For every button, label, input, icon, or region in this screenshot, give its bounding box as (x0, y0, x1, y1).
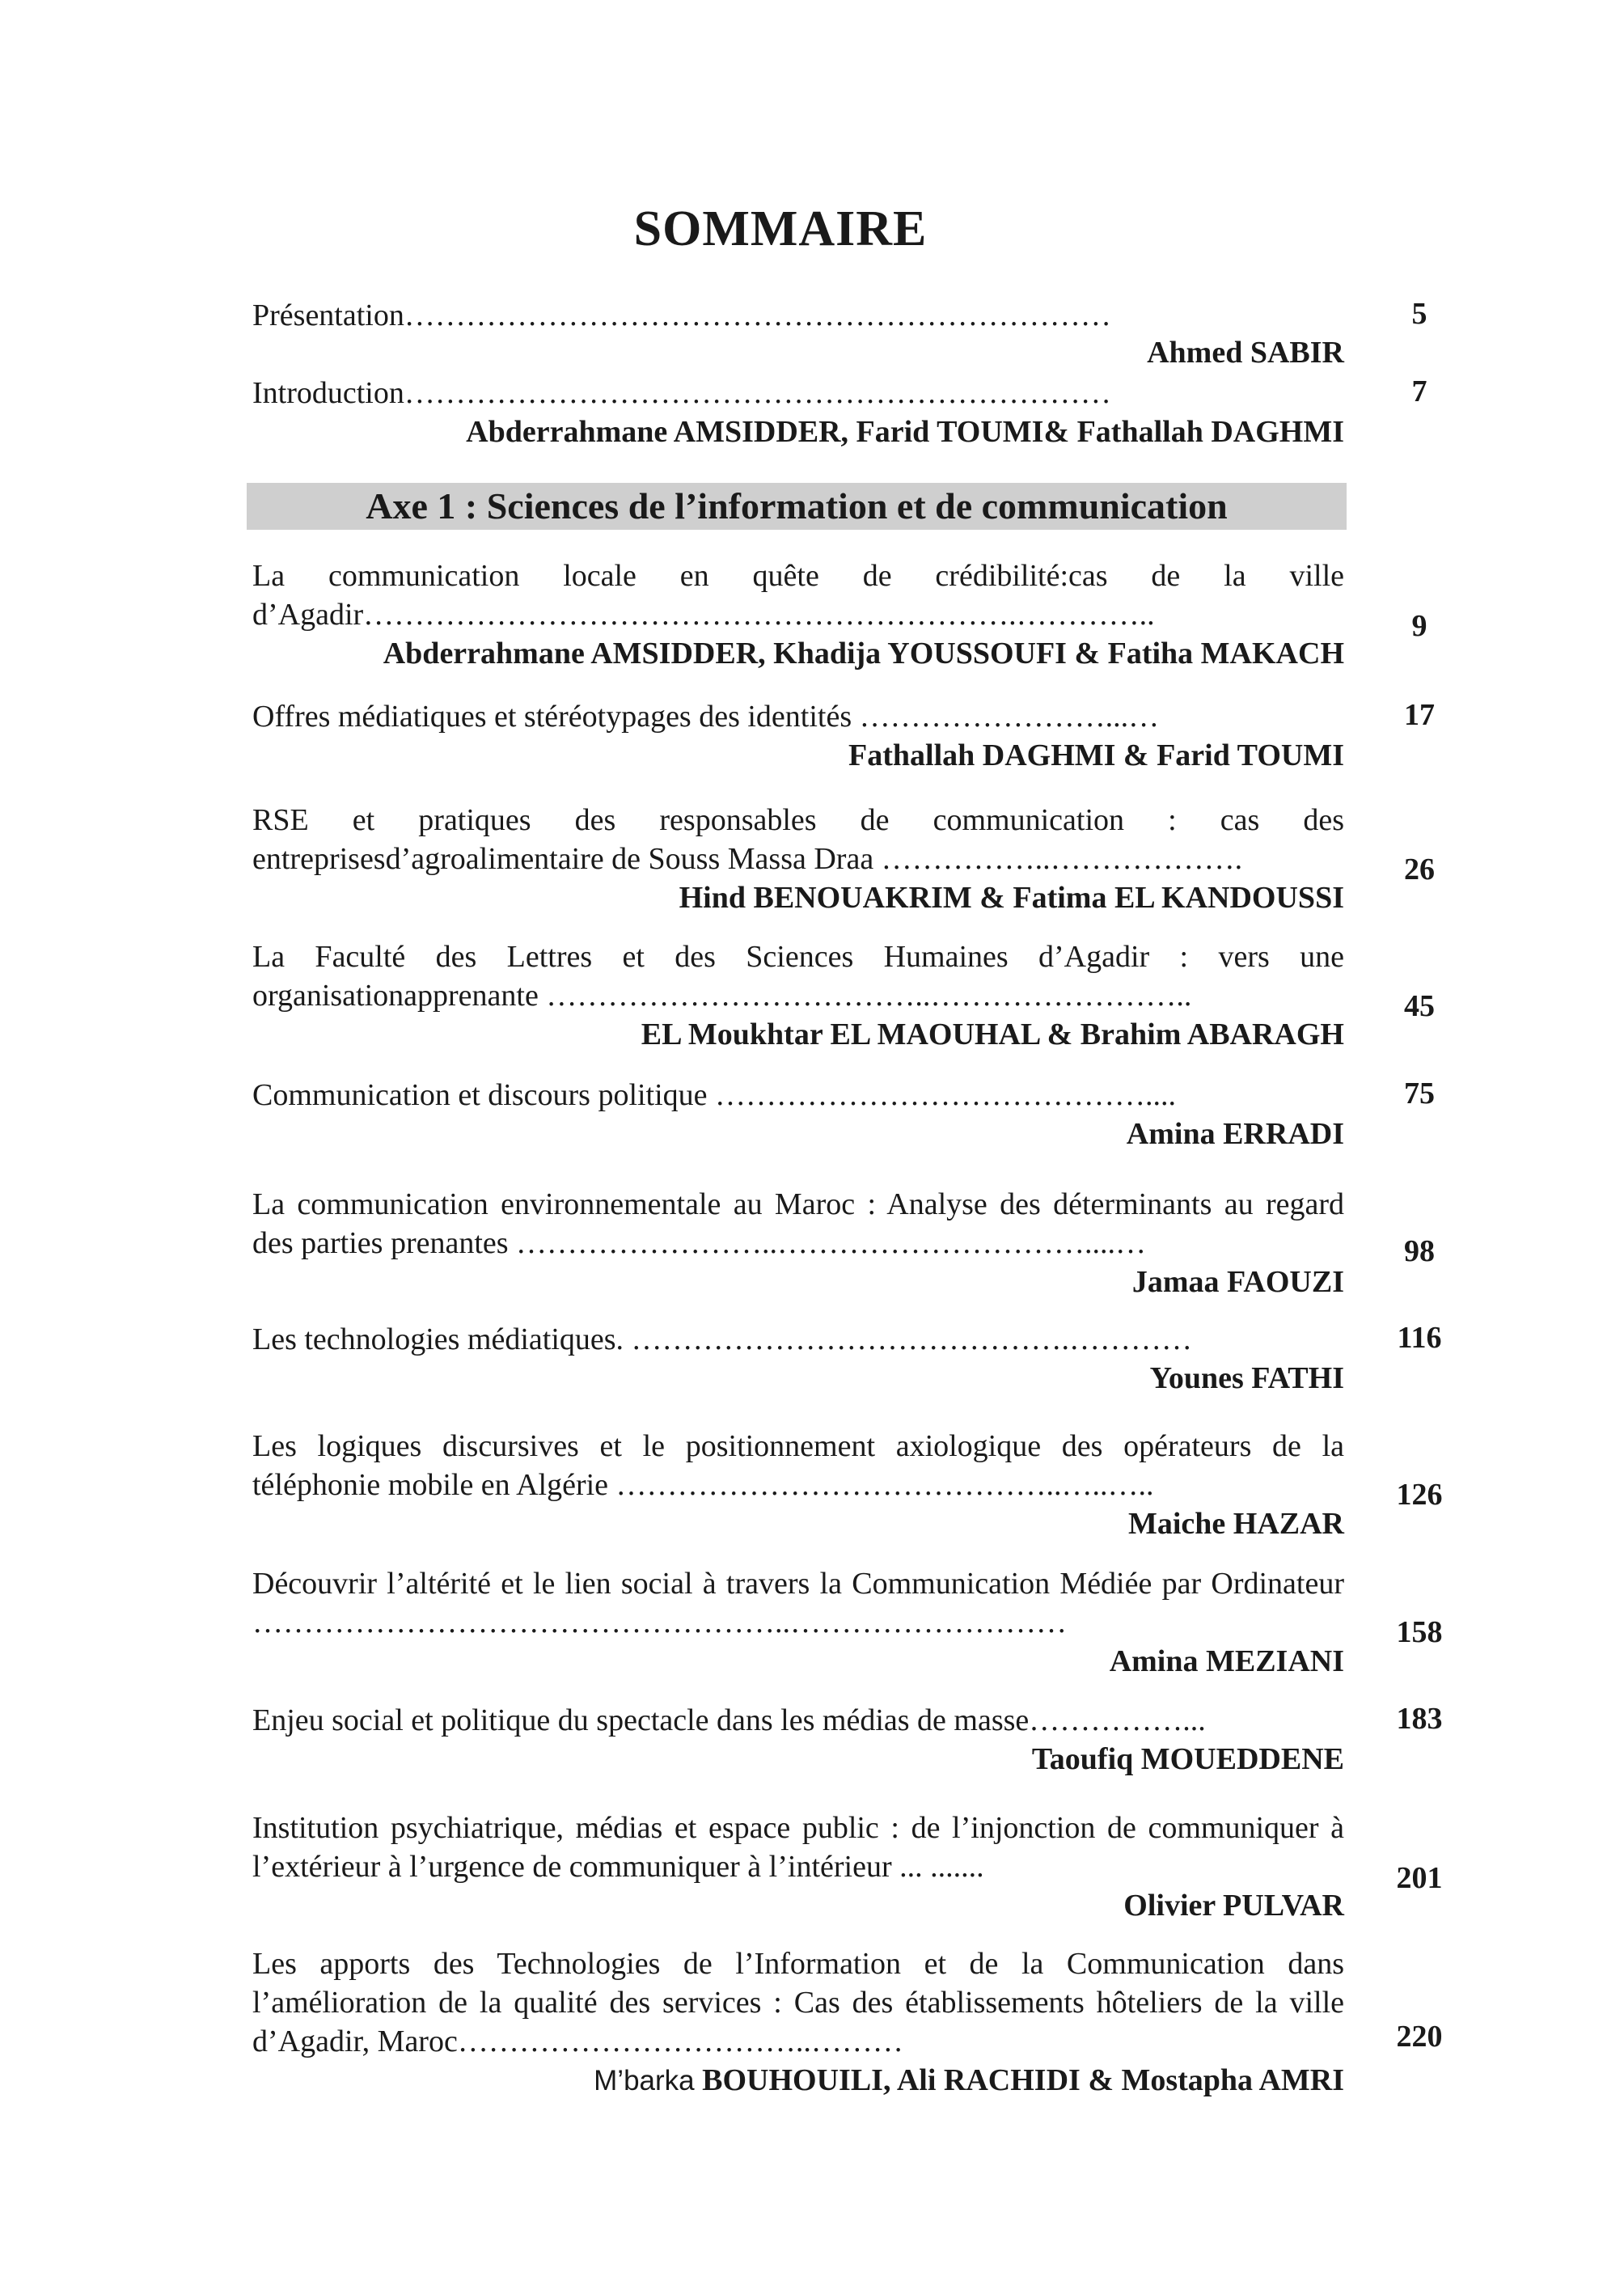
section-heading-axe-1: Axe 1 : Sciences de l’information et de communication (247, 483, 1347, 530)
page-title: SOMMAIRE (633, 201, 928, 256)
entry-page-number: 7 (1411, 374, 1427, 408)
toc-entry (252, 1701, 1344, 1779)
entry-title: Les apports des Technologies de l’Information et de la Communication dans l’amélioration de la qualité des services : Cas des établissements hôteliers de la ville d’Agadir, Maroc……………………………..……… (252, 1947, 1344, 2058)
entry-author: EL Moukhtar EL MAOUHAL & Brahim ABARAGH (641, 1017, 1344, 1051)
toc-entry-presentation (252, 296, 1344, 372)
entry-author: Amina MEZIANI (1109, 1644, 1344, 1678)
toc-entry (252, 1564, 1344, 1681)
toc-entry (252, 937, 1344, 1054)
toc-entry-introduction (252, 374, 1344, 451)
toc-entry (252, 1809, 1344, 1925)
entry-page-number: 158 (1396, 1615, 1443, 1649)
entry-title: RSE et pratiques des responsables de communication : cas des entreprisesd’agroalimentaire de Souss Massa Draa ……………..………………. (252, 803, 1344, 876)
entry-page-number: 220 (1396, 2020, 1443, 2054)
entry-title: Communication et discours politique …………………………………….... (252, 1078, 1177, 1112)
entry-page-number: 126 (1396, 1478, 1443, 1512)
entry-title: La communication locale en quête de crédibilité:cas de la ville d’Agadir……………………………………………………….………….. (252, 559, 1344, 632)
toc-entry (252, 1076, 1344, 1153)
toc-entry (252, 697, 1344, 775)
entry-page-number: 9 (1411, 609, 1427, 643)
entry-page-number: 201 (1396, 1861, 1443, 1895)
toc-entry (252, 1185, 1344, 1301)
entry-author: Hind BENOUAKRIM & Fatima EL KANDOUSSI (679, 881, 1344, 915)
entry-title: Offres médiatiques et stéréotypages des identités ……………………...… (252, 700, 1160, 734)
toc-entry (252, 1427, 1344, 1543)
entry-page-number: 98 (1404, 1234, 1435, 1268)
entry-author: Taoufiq MOUEDDENE (1031, 1742, 1344, 1776)
entry-page-number: 183 (1396, 1702, 1443, 1736)
entry-page-number: 17 (1404, 698, 1435, 732)
author-first-name: M’barka (594, 2065, 695, 2096)
author-names: BOUHOUILI, Ali RACHIDI & Mostapha AMRI (694, 2063, 1344, 2097)
entry-page-number: 5 (1411, 297, 1427, 331)
toc-entry (252, 1944, 1344, 2101)
entry-author: Fathallah DAGHMI & Farid TOUMI (848, 738, 1344, 772)
entry-title: Enjeu social et politique du spectacle dans les médias de masse……………... (252, 1703, 1206, 1737)
entry-title: Institution psychiatrique, médias et espace public : de l’injonction de communiquer à l’extérieur à l’urgence de communiquer à l’intérieur ... ....... (252, 1811, 1344, 1884)
entry-author: Amina ERRADI (1126, 1117, 1344, 1151)
toc-entry (252, 1320, 1344, 1398)
entry-page-number: 26 (1404, 852, 1435, 886)
entry-author: Abderrahmane AMSIDDER, Khadija YOUSSOUFI & Fatiha MAKACH (383, 637, 1344, 671)
entry-title: Les technologies médiatiques. …………………………………….………… (252, 1322, 1193, 1356)
entry-author: Olivier PULVAR (1123, 1889, 1344, 1923)
entry-author: Abderrahmane AMSIDDER, Farid TOUMI& Fathallah DAGHMI (466, 415, 1344, 449)
entry-author: Jamaa FAOUZI (1131, 1265, 1344, 1299)
entry-page-number: 75 (1404, 1077, 1435, 1111)
entry-page-number: 45 (1404, 989, 1435, 1023)
entry-title: Les logiques discursives et le positionnement axiologique des opérateurs de la téléphonie mobile en Algérie ……………………………………..…..….. (252, 1429, 1344, 1502)
entry-title: Découvrir l’altérité et le lien social à travers la Communication Médiée par Ordinateur ……………………………………………..……………………… (252, 1567, 1344, 1639)
entry-page-number: 116 (1397, 1321, 1442, 1355)
entry-title: La Faculté des Lettres et des Sciences Humaines d’Agadir : vers une organisationapprenante ………………………………..…………………….. (252, 940, 1344, 1013)
entry-title: Introduction…………………………………………………………… (252, 376, 1111, 410)
entry-author: Ahmed SABIR (1147, 336, 1344, 370)
entry-author: Younes FATHI (1149, 1361, 1344, 1395)
toc-entry (252, 801, 1344, 917)
toc-entry (252, 556, 1344, 673)
entry-author: Maiche HAZAR (1127, 1507, 1344, 1541)
entry-author (252, 2061, 1344, 2101)
entry-title: Présentation…………………………………………………………… (252, 298, 1111, 332)
entry-title: La communication environnementale au Maroc : Analyse des déterminants au regard des parties prenantes ……………………..…………………………....… (252, 1187, 1344, 1260)
